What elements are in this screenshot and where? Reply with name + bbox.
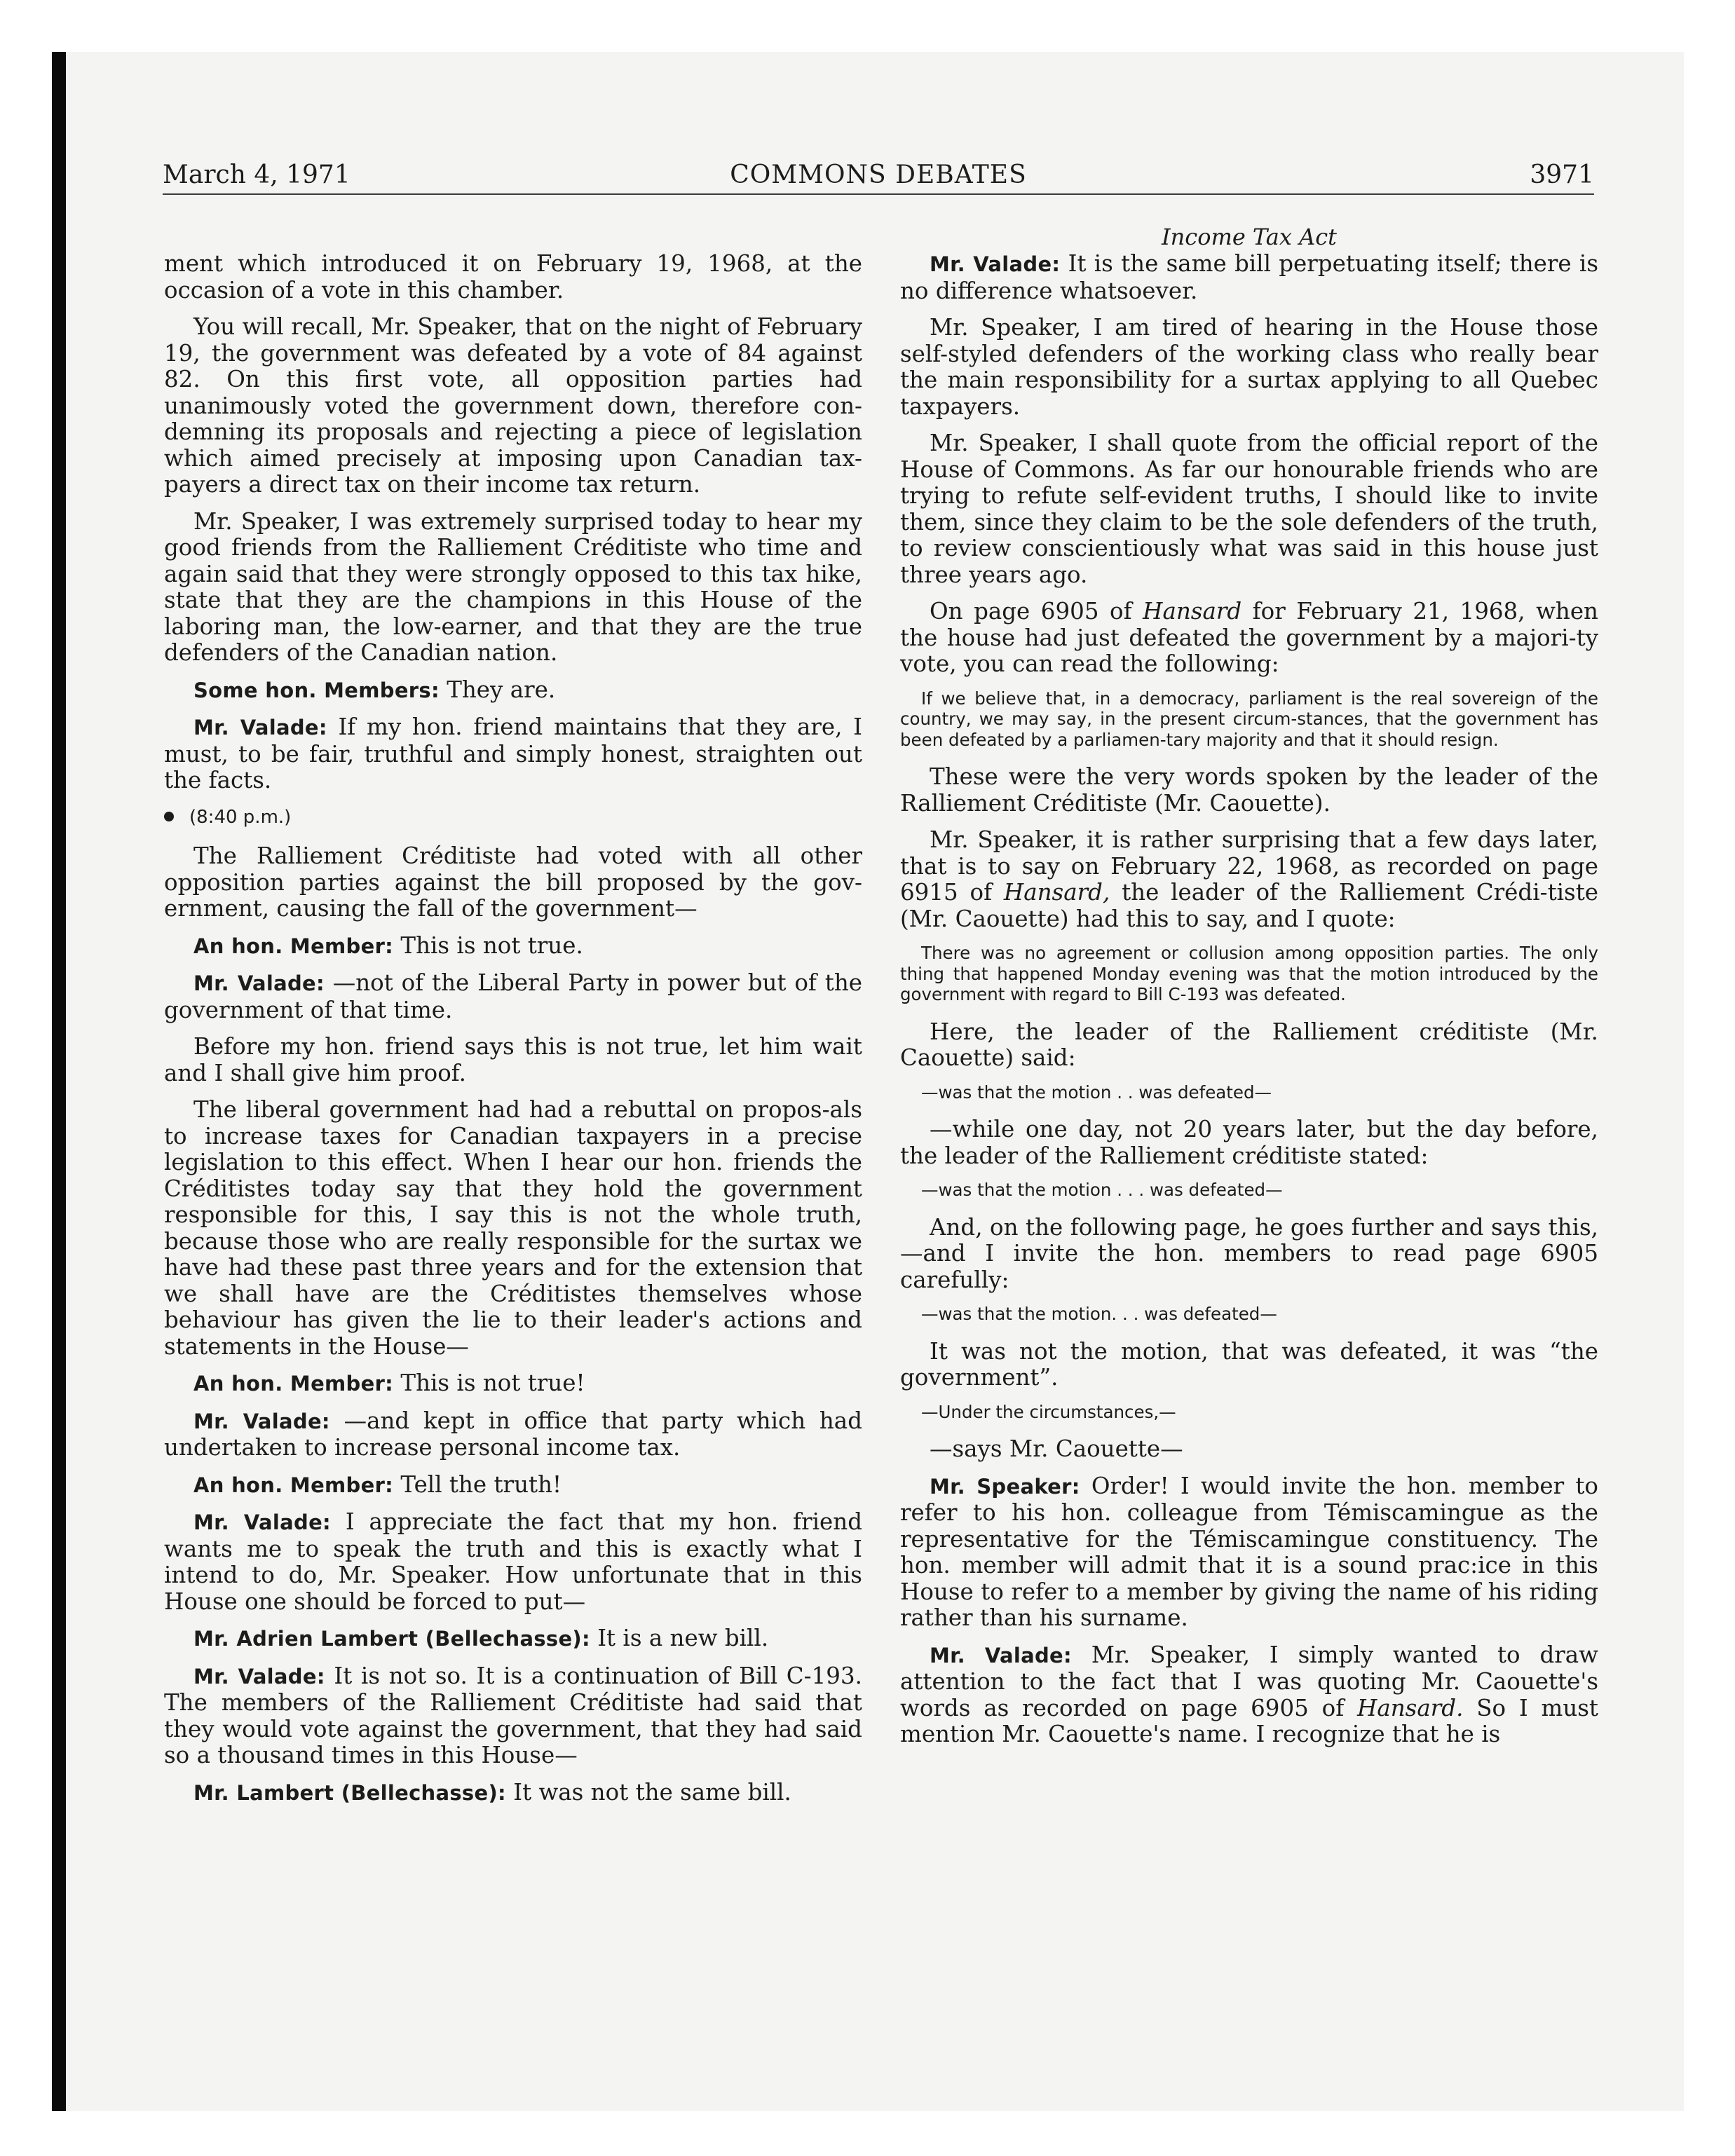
speaker-name: Mr. Valade: [930, 252, 1061, 276]
header-page-number: 3971 [1530, 161, 1594, 189]
paragraph: Mr. Speaker, I shall quote from the official report of the House of Commons. As far our honourable friends who are trying to refute self-evident truths, I should like to invite them, since they claim to be the sole defenders of the truth, to review conscientiously what was said in this house just three years ago. [900, 430, 1598, 588]
speaker-name: Mr. Speaker: [930, 1474, 1080, 1499]
speaker-name: Mr. Valade: [193, 1664, 325, 1688]
speech-text: Order! I would invite the hon. member to refer to his hon. colleague from Témiscamingue as the representative for the Témiscamingue constituency. The hon. member will admit that it is a sound prac:ice in this House to refer to a member by giving the name of his riding rather than his surname. [900, 1472, 1598, 1631]
block-quote: —was that the motion. . . was defeated— [921, 1304, 1277, 1324]
speech-paragraph [164, 714, 862, 794]
speech-text: —not of the Liberal Party in power but of the government of that time. [164, 969, 862, 1023]
speaker-name: Some hon. Members: [193, 678, 440, 702]
speech-paragraph [900, 251, 1598, 304]
block-quote: —was that the motion . . was defeated— [921, 1082, 1272, 1103]
speech-text: They are. [439, 676, 556, 703]
paragraph [900, 827, 1598, 932]
block-quote: —was that the motion . . . was defeated— [921, 1180, 1283, 1200]
speech-text: If my hon. friend maintains that they are, I must, to be fair, truthful and simply honest, straighten out the facts. [164, 714, 862, 793]
speech-paragraph [900, 1642, 1598, 1748]
speech-text: I appreciate the fact that my hon. friend wants me to speak the truth and this is exactly what I intend to do, Mr. Speaker. How unfortunate that in this House one should be forced to put— [164, 1508, 862, 1615]
block-quote: There was no agreement or collusion among opposition parties. The only thing that happened Monday evening was that the motion introduced by the government with regard to Bill C-193 was defeated. [900, 943, 1598, 1004]
paragraph: The Ralliement Créditiste had voted with all other opposition parties against the bill proposed by the gov-ernment, causing the fall of the government— [164, 842, 862, 922]
left-column [164, 251, 862, 1817]
speaker-name: Mr. Valade: [930, 1643, 1072, 1667]
paragraph: These were the very words spoken by the leader of the Ralliement Créditiste (Mr. Caouette). [900, 763, 1598, 817]
speaker-name: An hon. Member: [193, 934, 394, 958]
paragraph: —says Mr. Caouette— [930, 1435, 1183, 1462]
speech-text: Tell the truth! [393, 1471, 562, 1498]
speech-paragraph [164, 1370, 862, 1398]
right-column [900, 223, 1598, 1759]
speech-paragraph [164, 933, 862, 960]
speech-paragraph [164, 1509, 862, 1615]
speech-paragraph [164, 1408, 862, 1461]
speech-text: This is not true! [393, 1370, 585, 1396]
speaker-name: An hon. Member: [193, 1473, 394, 1497]
speaker-name: An hon. Member: [193, 1372, 394, 1396]
timestamp-marker [164, 805, 862, 831]
hansard-citation: Hansard, [1003, 879, 1110, 906]
running-head: Income Tax Act [1162, 224, 1337, 250]
speech-paragraph [164, 677, 862, 704]
hansard-citation: Hansard [1143, 598, 1242, 625]
block-quote: If we believe that, in a democracy, parliament is the real sovereign of the country, we may say, in the present circum-stances, that the government has been defeated by a parliamen-tary majority and that it should resign. [900, 688, 1598, 750]
speaker-name: Mr. Lambert (Bellechasse): [193, 1780, 506, 1805]
paragraph: Mr. Speaker, I was extremely surprised today to hear my good friends from the Ralliement Créditiste who time and again said that they were strongly opposed to this tax hike, state that they are the champions in this House of the laboring man, the low-earner, and that they are the true defenders of the Canadian nation. [164, 507, 862, 666]
timestamp-text: (8:40 p.m.) [189, 806, 292, 828]
speaker-name: Mr. Valade: [193, 1409, 330, 1433]
scan-edge-shadow [52, 52, 66, 2111]
paragraph: And, on the following page, he goes further and says this,—and I invite the hon. members to read page 6905 carefully: [900, 1213, 1598, 1293]
speech-paragraph [164, 1663, 862, 1769]
speech-paragraph [164, 1780, 862, 1807]
paragraph-text: for February 21, 1968, when the house had just defeated the government by a majori-ty vote, you can read the following: [900, 598, 1598, 677]
speech-text: It is the same bill perpetuating itself; there is no difference whatsoever. [900, 250, 1598, 304]
speech-paragraph [164, 1625, 862, 1653]
speech-text: Mr. Speaker, I simply wanted to draw attention to the fact that I was quoting Mr. Caouette's words as recorded on page 6905 of [900, 1641, 1598, 1721]
hansard-citation: Hansard. [1357, 1694, 1464, 1721]
speaker-name: Mr. Valade: [193, 971, 325, 995]
page-header [163, 153, 1594, 195]
speech-text: It was not the same bill. [505, 1778, 791, 1806]
speech-paragraph [164, 970, 862, 1023]
paragraph: Here, the leader of the Ralliement créditiste (Mr. Caouette) said: [900, 1018, 1598, 1071]
paragraph: —while one day, not 20 years later, but the day before, the leader of the Ralliement créditiste stated: [900, 1116, 1598, 1169]
paragraph-text: the leader of the Ralliement Crédi-tiste (Mr. Caouette) had this to say, and I quote: [900, 879, 1599, 932]
paragraph: It was not the motion, that was defeated, it was “the government”. [900, 1337, 1598, 1391]
paragraph-text: On page 6905 of [930, 598, 1143, 625]
paragraph-text: Mr. Speaker, it is rather surprising that a few days later, that is to say on February 22, 1968, as recorded on page 6915 of [900, 826, 1598, 906]
speech-text: So I must mention Mr. Caouette's name. I recognize that he is [900, 1694, 1598, 1747]
block-quote: —Under the circumstances,— [921, 1401, 1176, 1422]
paragraph: You will recall, Mr. Speaker, that on the night of February 19, the government was defeated by a vote of 84 against 82. On this first vote, all opposition parties had unanimously voted the government down, therefore con-demning its proposals and rejecting a piece of legislation which aimed precisely at imposing upon Canadian tax-payers a direct tax on their income tax return. [164, 313, 862, 498]
bullet-icon [164, 812, 174, 821]
speech-text: It is a new bill. [590, 1625, 769, 1651]
header-publication-title: COMMONS DEBATES [730, 161, 1027, 189]
header-date: March 4, 1971 [163, 161, 351, 189]
speaker-name: Mr. Valade: [193, 716, 327, 739]
paragraph [900, 599, 1598, 678]
speech-text: —and kept in office that party which had undertaken to increase personal income tax. [164, 1407, 862, 1461]
speaker-name: Mr. Adrien Lambert (Bellechasse): [193, 1627, 590, 1651]
speech-text: This is not true. [393, 932, 583, 959]
paragraph: Before my hon. friend says this is not true, let him wait and I shall give him proof. [164, 1033, 862, 1086]
paragraph: Mr. Speaker, I am tired of hearing in the House those self-styled defenders of the working class who really bear the main responsibility for a surtax applying to all Quebec taxpayers. [900, 314, 1598, 420]
speech-paragraph [900, 1473, 1598, 1632]
speaker-name: Mr. Valade: [193, 1510, 331, 1534]
speech-text: It is not so. It is a continuation of Bill C-193. The members of the Ralliement Créditiste had said that they would vote against the government, that they had said so a thousand times in this House— [164, 1662, 862, 1768]
paragraph: ment which introduced it on February 19, 1968, at the occasion of a vote in this chamber. [164, 250, 862, 303]
paragraph: The liberal government had had a rebuttal on propos-als to increase taxes for Canadian taxpayers in a precise legislation to this effect. When I hear our hon. friends the Créditistes today say that they hold the government responsible for this, I say this is not the whole truth, because those who are really responsible for the surtax we have had these past three years and for the extension that we shall have are the Créditistes themselves whose behaviour has given the lie to their leader's actions and statements in the House— [164, 1096, 862, 1360]
speech-paragraph [164, 1472, 862, 1499]
